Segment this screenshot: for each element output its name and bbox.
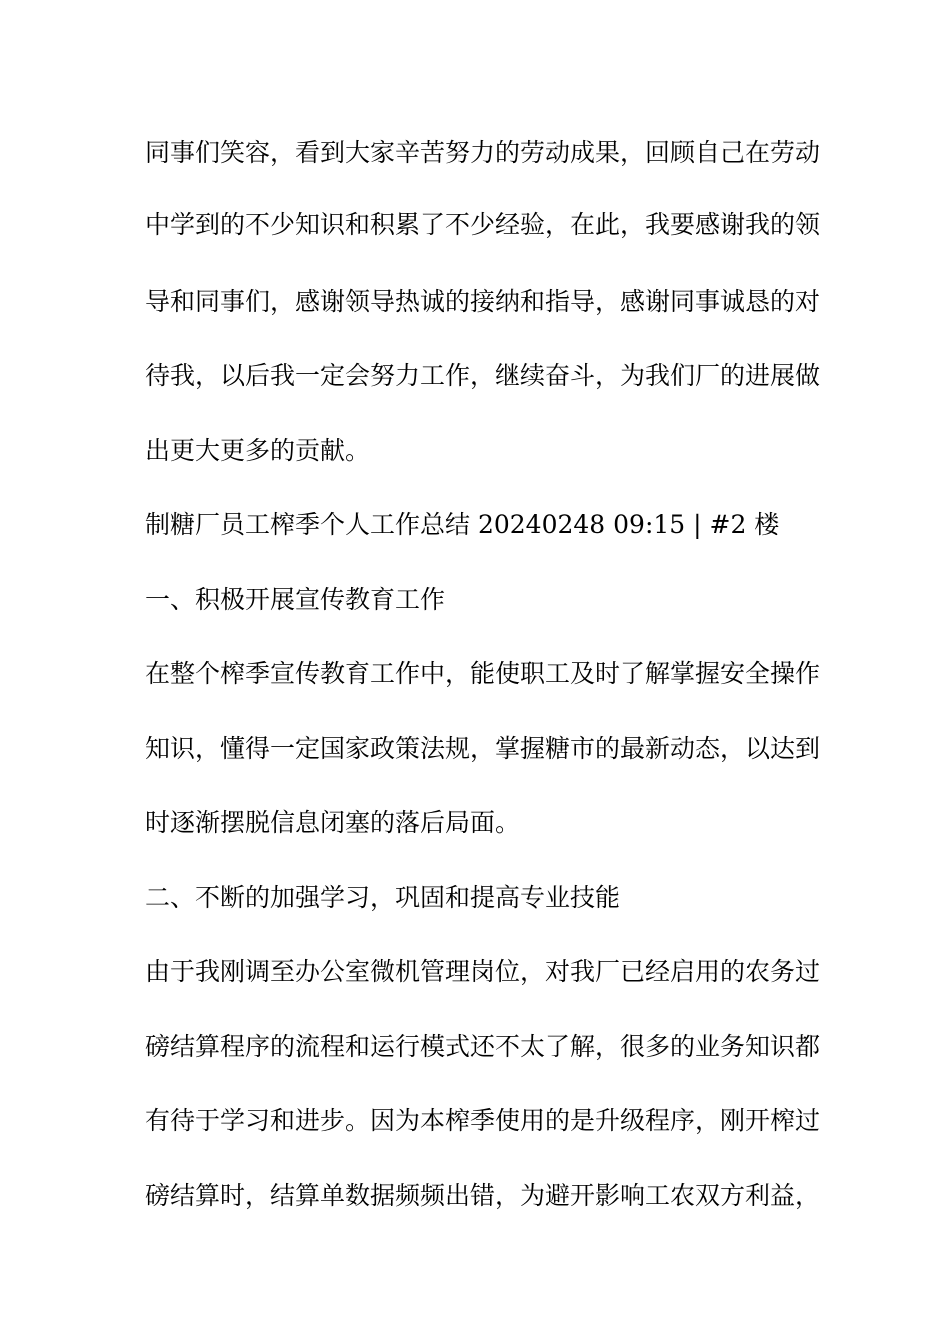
- paragraph-line: 同事们笑容，看到大家辛苦努力的劳动成果，回顾自己在劳动: [145, 138, 821, 167]
- paragraph-line: 中学到的不少知识和积累了不少经验，在此，我要感谢我的领: [145, 210, 821, 239]
- section-heading-1: 一、积极开展宣传教育工作: [145, 585, 446, 614]
- paragraph-line: 磅结算时，结算单数据频频出错，为避开影响工农双方利益，: [145, 1181, 821, 1210]
- section-heading-2: 二、不断的加强学习，巩固和提高专业技能: [145, 883, 621, 912]
- paragraph-line: 待我，以后我一定会努力工作，继续奋斗，为我们厂的进展做: [145, 361, 821, 390]
- paragraph-line: 由于我刚调至办公室微机管理岗位，对我厂已经启用的农务过: [145, 957, 821, 986]
- paragraph-line: 在整个榨季宣传教育工作中，能使职工及时了解掌握安全操作: [145, 659, 821, 688]
- paragraph-line: 知识，懂得一定国家政策法规，掌握糖市的最新动态，以达到: [145, 734, 821, 763]
- post-header-line: 制糖厂员工榨季个人工作总结 20240248 09:15 | #2 楼: [145, 510, 780, 539]
- paragraph-line: 时逐渐摆脱信息闭塞的落后局面。: [145, 808, 521, 837]
- paragraph-line: 有待于学习和进步。因为本榨季使用的是升级程序，刚开榨过: [145, 1106, 821, 1135]
- paragraph-line: 磅结算程序的流程和运行模式还不太了解，很多的业务知识都: [145, 1032, 821, 1061]
- paragraph-line: 导和同事们，感谢领导热诚的接纳和指导，感谢同事诚恳的对: [145, 287, 821, 316]
- paragraph-line: 出更大更多的贡献。: [145, 436, 371, 465]
